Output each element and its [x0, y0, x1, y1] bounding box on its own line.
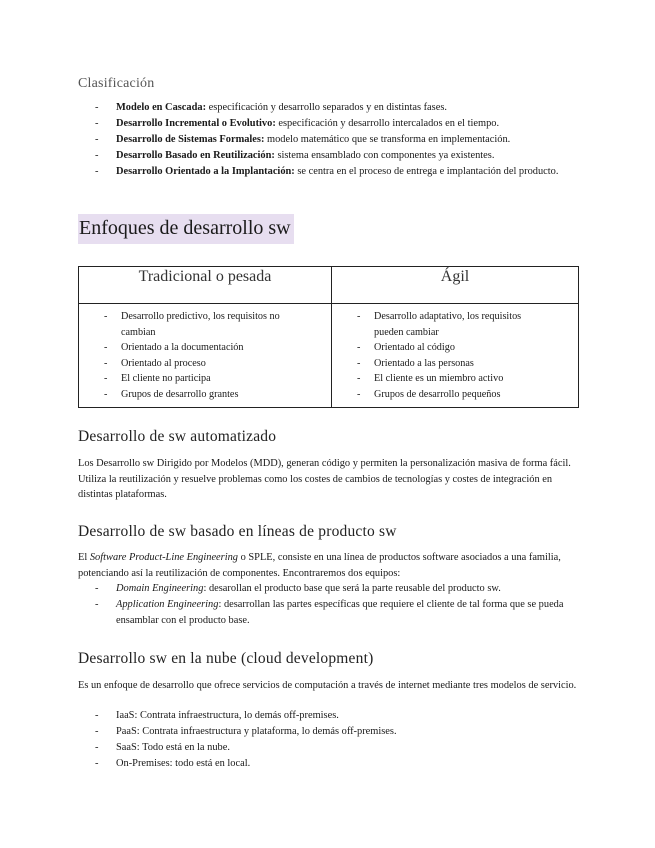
list-item	[78, 100, 583, 116]
list-item	[78, 164, 583, 180]
list-item: - El cliente no participa	[79, 371, 313, 387]
automatizado-paragraph: Los Desarrollo sw Dirigido por Modelos (MDD), generan código y permiten la personalización masiva de forma fácil. Utiliza la reutilización y resuelve problemas como los costes de cambios de tecnologías y costes de integración en distintas plataformas.	[78, 458, 571, 501]
item-term: Desarrollo de Sistemas Formales:	[116, 134, 265, 145]
table-header-agil: Ágil	[332, 267, 579, 304]
list-item	[78, 148, 583, 164]
list-item	[78, 116, 583, 132]
item-term: Domain Engineering	[116, 583, 204, 594]
item-term: Modelo en Cascada:	[116, 102, 207, 113]
comparison-table	[78, 266, 579, 408]
lineas-heading: Desarrollo de sw basado en líneas de producto sw	[78, 523, 397, 540]
nube-list	[78, 708, 580, 772]
list-item: - Grupos de desarrollo grantes	[79, 387, 313, 403]
table-cell-tradicional	[79, 304, 332, 408]
list-item: - Orientado a la documentación	[79, 340, 313, 356]
list-item: - On-Premises: todo está en local.	[78, 756, 580, 772]
table-cell-agil	[332, 304, 579, 408]
intro-text: o SPLE, consiste en una línea de productos software asociados a una familia, potenciando así la reutilización de componentes. Encontraremos dos equipos:	[78, 552, 561, 579]
clasificacion-heading: Clasificación	[78, 76, 155, 91]
enfoques-heading: Enfoques de desarrollo sw	[78, 214, 294, 244]
item-term: Desarrollo Incremental o Evolutivo:	[116, 118, 276, 129]
list-item: - IaaS: Contrata infraestructura, lo demás off-premises.	[78, 708, 580, 724]
list-item: - El cliente es un miembro activo	[332, 371, 548, 387]
item-text: : desarrollan las partes específicas que requiere el cliente de tal forma que se pueda ensamblar con el producto base.	[116, 599, 564, 626]
automatizado-heading: Desarrollo de sw automatizado	[78, 428, 277, 445]
item-term: Desarrollo Basado en Reutilización:	[116, 150, 275, 161]
list-item	[78, 581, 580, 597]
list-item: - Orientado al código	[332, 340, 548, 356]
list-item: - Orientado a las personas	[332, 356, 548, 372]
clasificacion-list	[78, 100, 583, 180]
item-text: sistema ensamblado con componentes ya existentes.	[274, 150, 495, 161]
list-item: - Orientado al proceso	[79, 356, 313, 372]
intro-term: Software Product-Line Engineering	[89, 552, 238, 563]
list-item	[78, 597, 580, 629]
list-item: - Desarrollo predictivo, los requisitos no cambian	[79, 309, 313, 340]
item-text: especificación y desarrollo intercalados en el tiempo.	[275, 118, 500, 129]
lineas-intro	[78, 550, 580, 581]
nube-paragraph: Es un enfoque de desarrollo que ofrece servicios de computación a través de internet mediante tres modelos de servicio.	[78, 680, 577, 691]
nube-heading: Desarrollo sw en la nube (cloud development)	[78, 650, 374, 667]
list-item	[78, 132, 583, 148]
list-item: - Desarrollo adaptativo, los requisitos pueden cambiar	[332, 309, 548, 340]
list-item: - PaaS: Contrata infraestructura y plataforma, lo demás off-premises.	[78, 724, 580, 740]
item-text: modelo matemático que se transforma en implementación.	[264, 134, 511, 145]
lineas-list	[78, 581, 580, 629]
item-term: Desarrollo Orientado a la Implantación:	[116, 166, 295, 177]
item-text: se centra en el proceso de entrega e implantación del producto.	[294, 166, 559, 177]
list-item: - SaaS: Todo está en la nube.	[78, 740, 580, 756]
item-text: especificación y desarrollo separados y en distintas fases.	[206, 102, 447, 113]
item-term: Application Engineering	[116, 599, 219, 610]
list-item: - Grupos de desarrollo pequeños	[332, 387, 548, 403]
item-text: : desarollan el producto base que será la parte reusable del producto sw.	[203, 583, 501, 594]
intro-prefix: El	[78, 552, 90, 563]
table-header-tradicional: Tradicional o pesada	[79, 267, 332, 304]
